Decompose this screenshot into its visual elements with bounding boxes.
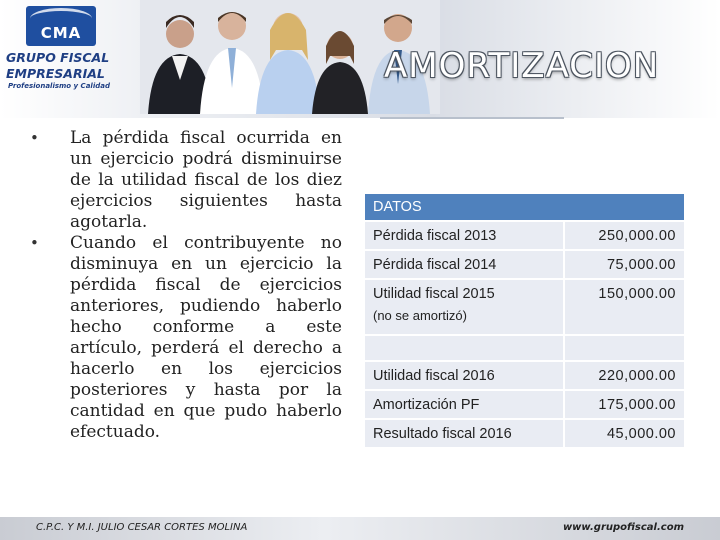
table-row — [365, 222, 684, 249]
row-note: (no se amortizó) — [373, 308, 467, 323]
table-header-row — [365, 194, 684, 220]
table-row — [365, 362, 684, 389]
datos-table — [365, 192, 684, 449]
bullet-dot-icon: • — [30, 234, 39, 252]
table-row — [365, 391, 684, 418]
header-divider — [380, 117, 564, 119]
row-label: Pérdida fiscal 2013 — [365, 222, 565, 249]
row-value: 175,000.00 — [565, 391, 684, 418]
row-label: Amortización PF — [365, 391, 565, 418]
header-banner — [0, 0, 720, 118]
bullet-item — [30, 128, 342, 233]
bullet-dot-icon: • — [30, 129, 39, 147]
logo-tagline: Profesionalismo y Calidad — [8, 82, 110, 90]
footer-author: C.P.C. Y M.I. JULIO CESAR CORTES MOLINA — [36, 522, 248, 533]
row-label: Utilidad fiscal 2016 — [365, 362, 565, 389]
logo-acronym: CMA — [40, 24, 82, 42]
bullet-text: La pérdida fiscal ocurrida en un ejercicio podrá disminuirse de la utilidad fiscal de los diez ejercicios siguientes hasta agotarla. — [70, 128, 342, 232]
footer-website-link[interactable]: www.grupofiscal.com — [562, 522, 684, 533]
logo-name-line2: EMPRESARIAL — [6, 66, 105, 81]
row-label-cell — [365, 280, 565, 334]
row-label — [365, 336, 565, 360]
table-row-empty — [365, 336, 684, 360]
logo-swoosh-icon — [30, 8, 92, 29]
page-title: AMORTIZACION — [384, 46, 660, 86]
row-value: 250,000.00 — [565, 222, 684, 249]
table-row — [365, 420, 684, 447]
row-label: Pérdida fiscal 2014 — [365, 251, 565, 278]
logo-name-line1: GRUPO FISCAL — [6, 50, 110, 65]
bullet-list — [30, 128, 342, 443]
table-row — [365, 251, 684, 278]
row-value: 220,000.00 — [565, 362, 684, 389]
row-value: 150,000.00 — [565, 280, 684, 334]
bullet-text: Cuando el contribuyente no disminuya en un ejercicio la pérdida fiscal de ejercicios anteriores, pudiendo haberlo hecho conforme a este artículo, perderá el derecho a hacerlo en los ejercicios posteriores y hasta por la cantidad en que pudo haberlo efectuado. — [70, 233, 342, 442]
row-label: Resultado fiscal 2016 — [365, 420, 565, 447]
row-value: 45,000.00 — [565, 420, 684, 447]
table-header: DATOS — [365, 194, 684, 220]
bullet-item — [30, 233, 342, 443]
footer-bar — [0, 517, 720, 540]
row-value: 75,000.00 — [565, 251, 684, 278]
row-value — [565, 336, 684, 360]
table-row — [365, 280, 684, 334]
row-label: Utilidad fiscal 2015 — [373, 286, 495, 302]
